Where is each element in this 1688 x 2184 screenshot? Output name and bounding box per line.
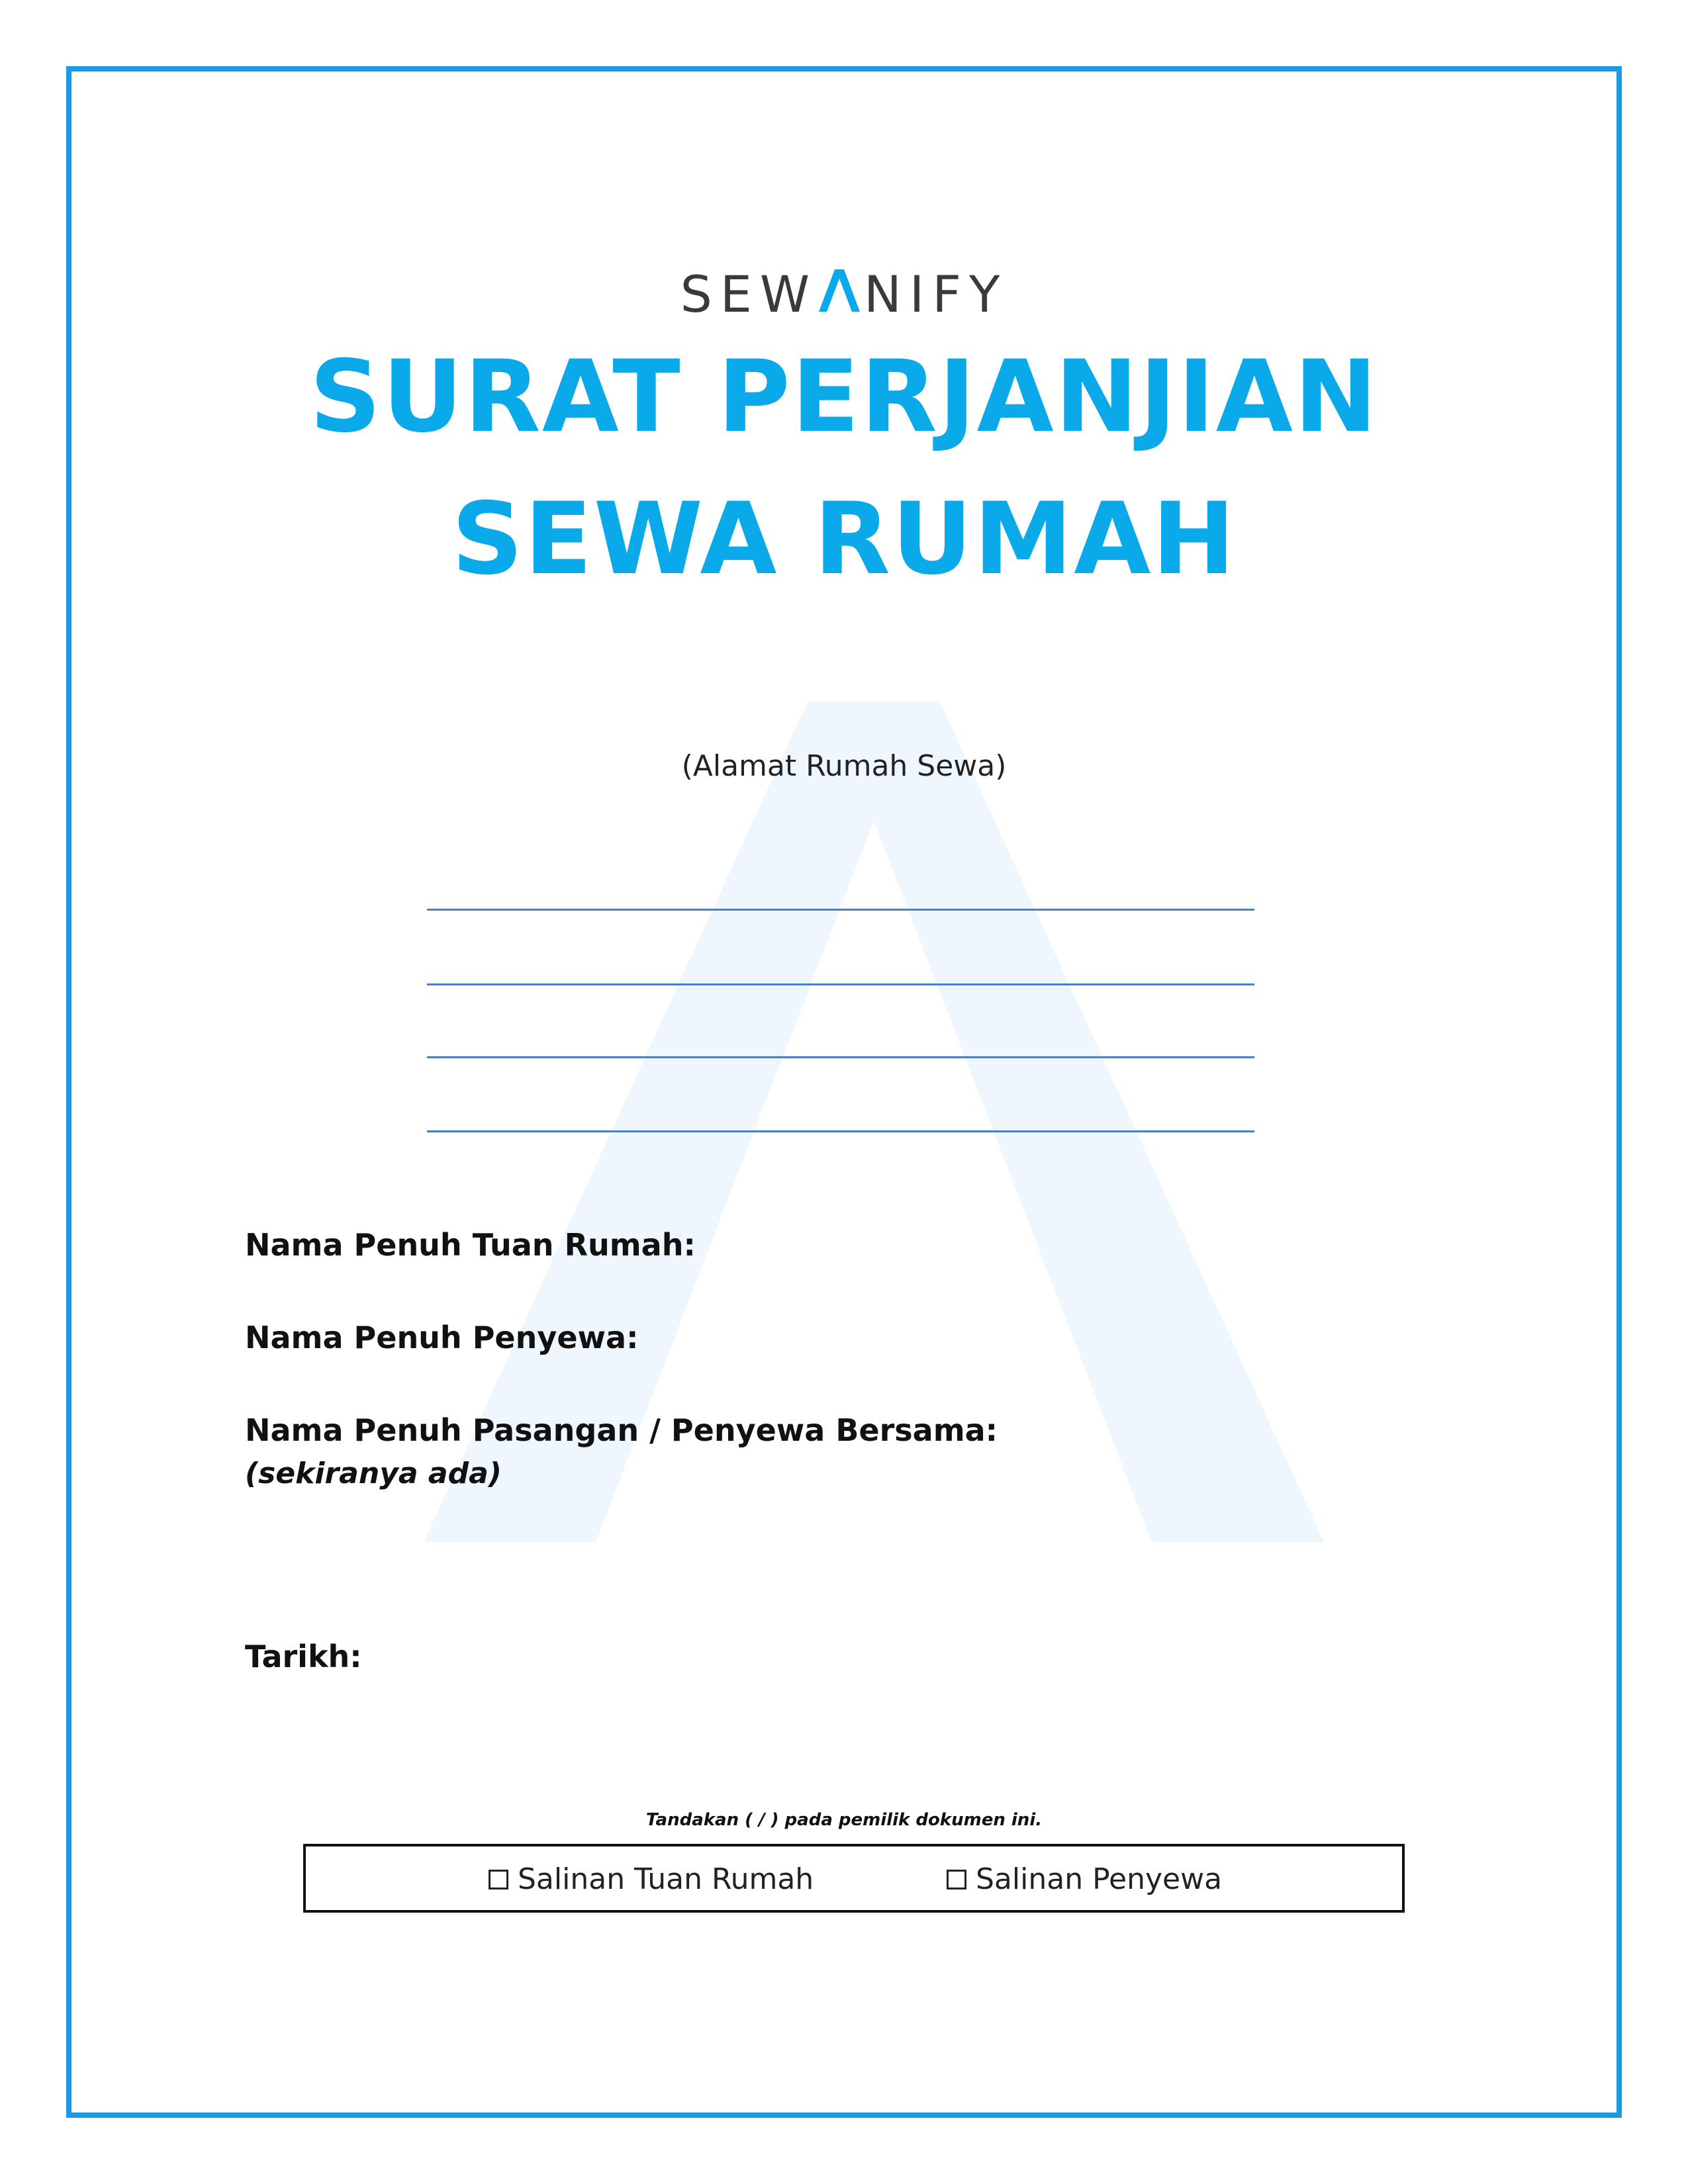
title-line-2: SEWA RUMAH [451, 482, 1237, 597]
landlord-copy-checkbox[interactable] [489, 1862, 814, 1896]
brand-logo [0, 265, 1688, 324]
address-line-1[interactable] [427, 909, 1254, 911]
address-label: (Alamat Rumah Sewa) [681, 749, 1007, 783]
landlord-name-label: Nama Penuh Tuan Rumah: [245, 1227, 696, 1263]
tenant-copy-checkbox[interactable] [947, 1862, 1222, 1896]
logo-mark-icon [819, 269, 860, 312]
checkbox-icon[interactable] [489, 1870, 508, 1889]
tenant-name-label: Nama Penuh Penyewa: [245, 1320, 639, 1355]
logo-text-end: NIFY [864, 265, 1008, 324]
cotenant-name-label: Nama Penuh Pasangan / Penyewa Bersama: [245, 1412, 998, 1448]
copy-owner-box [303, 1844, 1405, 1913]
logo-text-start: SEW [680, 265, 818, 324]
address-line-2[interactable] [427, 983, 1254, 985]
landlord-copy-label: Salinan Tuan Rumah [518, 1862, 814, 1896]
copy-owner-instruction: Tandakan ( / ) pada pemilik dokumen ini. [645, 1810, 1043, 1830]
date-label: Tarikh: [245, 1639, 362, 1674]
cotenant-note: (sekiranya ada) [245, 1457, 502, 1490]
tenant-copy-label: Salinan Penyewa [976, 1862, 1223, 1896]
checkbox-icon[interactable] [947, 1870, 966, 1889]
address-line-4[interactable] [427, 1130, 1254, 1132]
address-line-3[interactable] [427, 1056, 1254, 1058]
title-line-1: SURAT PERJANJIAN [309, 340, 1379, 455]
